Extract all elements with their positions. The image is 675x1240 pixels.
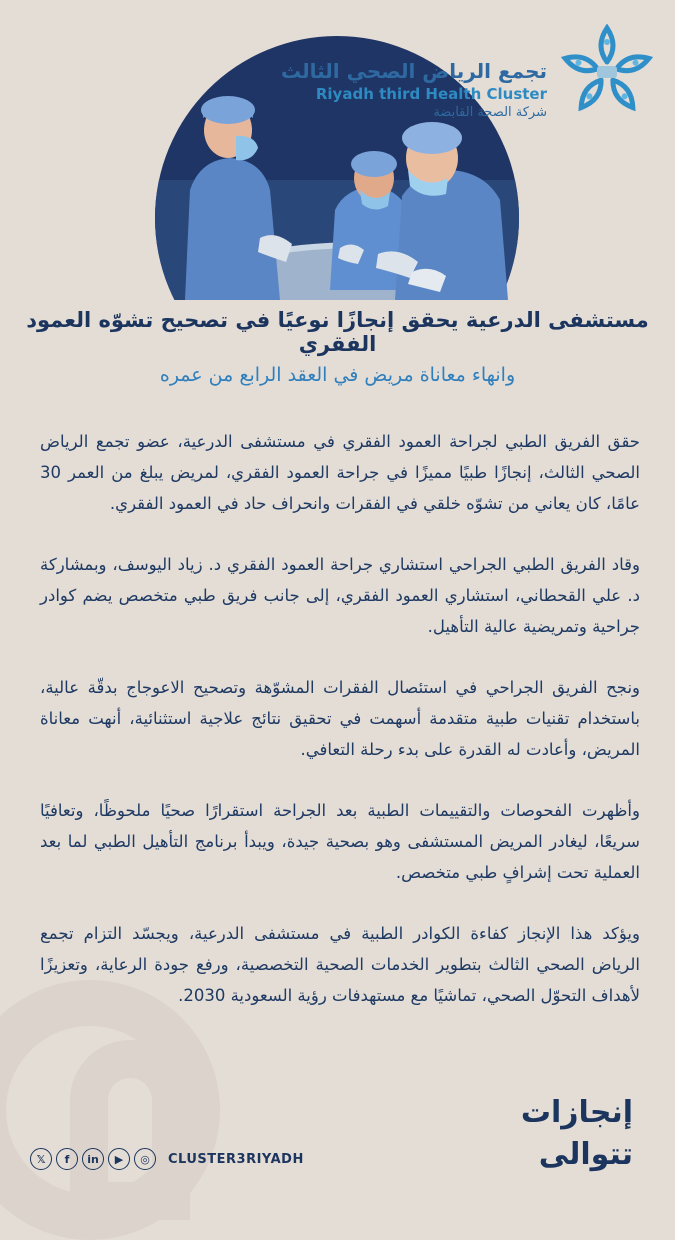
slogan-line-2: تتوالى (538, 1137, 633, 1172)
logo-name-english: Riyadh third Health Cluster (315, 85, 547, 103)
paragraph-3: ونجح الفريق الجراحي في استئصال الفقرات المشوّهة وتصحيح الاعوجاج بدقّة عالية، باستخدام تقنيات طبية متقدمة أسهمت في تحقيق نتائج علاجية استثنائية، أنهت معاناة المريض، وأعادت له القدرة على بدء رحلة التعافي. (40, 678, 640, 759)
article-subtitle: وانهاء معاناة مريض في العقد الرابع من عمره (159, 364, 516, 386)
paragraph-1: حقق الفريق الطبي لجراحة العمود الفقري في مستشفى الدرعية، عضو تجمع الرياض الصحي الثالث، إنجازًا طبيًا مميزًا في جراحة العمود الفقري، لمريض يبلغ من العمر 30 عامًا، كان يعاني من تشوّه خلقي في الفقرات وانحراف حاد في العمود الفقري. (40, 432, 640, 513)
article-title: مستشفى الدرعية يحقق إنجازًا نوعيًا في تصحيح تشوّه العمود الفقري (26, 308, 649, 356)
slogan-line-1: إنجازات (520, 1095, 633, 1130)
instagram-icon[interactable]: ◎ (134, 1148, 156, 1170)
paragraph-5: ويؤكد هذا الإنجاز كفاءة الكوادر الطبية في مستشفى الدرعية، ويجسّد التزام تجمع الرياض الصحي الثالث بتطوير الخدمات الصحية التخصصية، ورفع جودة الرعاية، وتعزيزًا لأهداف التحوّل الصحي، تماشيًا مع مستهدفات رؤية السعودية 2030. (40, 924, 640, 1005)
paragraph-4: وأظهرت الفحوصات والتقييمات الطبية بعد الجراحة استقرارًا صحيًا ملحوظًا، وتعافيًا سريعًا، ليغادر المريض المستشفى وهو بصحية جيدة، ويبدأ برنامج التأهيل الطبي لما بعد العملية تحت إشرافٍ طبي متخصص. (40, 801, 640, 882)
article-body (40, 426, 640, 1041)
star-emblem-icon (559, 24, 655, 120)
cluster-logo (35, 24, 655, 124)
facebook-icon[interactable]: f (56, 1148, 78, 1170)
social-handle[interactable]: CLUSTER3RIYADH (168, 1151, 304, 1167)
paragraph-2: وقاد الفريق الطبي الجراحي استشاري جراحة العمود الفقري د. زياد اليوسف، وبمشاركة د. علي القحطاني، استشاري العمود الفقري، إلى جانب فريق طبي متخصص يضم كوادر جراحية وتمريضية عالية التأهيل. (40, 555, 640, 636)
x-icon[interactable]: 𝕏 (30, 1148, 52, 1170)
social-links (30, 1144, 304, 1174)
linkedin-icon[interactable]: in (82, 1148, 104, 1170)
logo-subtitle: شركة الصحة القابضة (433, 105, 547, 120)
background-watermark-inner (70, 1040, 190, 1220)
logo-name-arabic: تجمع الرياض الصحي الثالث (280, 59, 547, 83)
youtube-icon[interactable]: ▶ (108, 1148, 130, 1170)
slogan (521, 1092, 633, 1176)
